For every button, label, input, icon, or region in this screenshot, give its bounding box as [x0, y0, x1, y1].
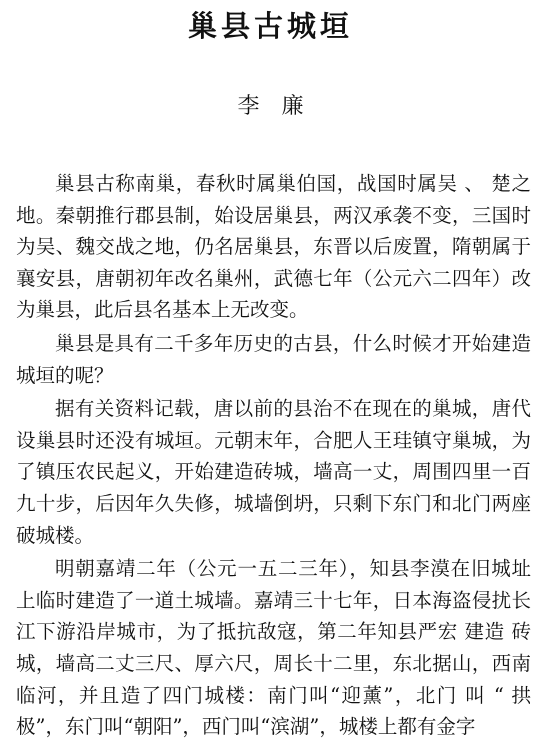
author-name: 李廉 [237, 94, 326, 119]
article-title: 巢县古城垣 [187, 9, 353, 43]
paragraph-question: 巢县是具有二千多年历史的古县，什么时候才开始建造城垣的呢？ [16, 331, 531, 387]
paragraph-history: 巢县古称南巢，春秋时属巢伯国，战国时属吴 、 楚之地。秦朝推行郡县制，始设居巢县，两汉承袭不变，三国时为吴、魏交战之地，仍名居巢县，东晋以后废置，隋朝属于襄安县，唐朝初年改名巢州，武德七年（公元六二四年）改为巢县，此后县名基本上无改变。 [16, 172, 531, 322]
paragraph-ming-dynasty: 明朝嘉靖二年（公元一五二三年），知县李漠在旧城址上临时建造了一道土城墙。嘉靖三十七年，日本海盗侵扰长江下游沿岸城市，为了抵抗敌寇，第二年知县严宏 建造 砖城，墙高二丈三尺、厚六尺，周长十二里，东北据山，西南临河，并且造了四门城楼：南门叫“迎薰”，北门 叫 “ 拱极”，东门叫“朝阳”，西门叫“滨湖”，城楼上都有金字 [16, 557, 531, 739]
article-body [16, 168, 531, 743]
paragraph-yuan-dynasty: 据有关资料记载，唐以前的县治不在现在的巢城，唐代设巢县时还没有城垣。元朝末年，合肥人王珪镇守巢城，为了镇压农民起义，开始建造砖城，墙高一丈，周围四里一百九十步，后因年久失修，城墙倒坍，只剩下东门和北门两座破城楼。 [16, 397, 531, 547]
